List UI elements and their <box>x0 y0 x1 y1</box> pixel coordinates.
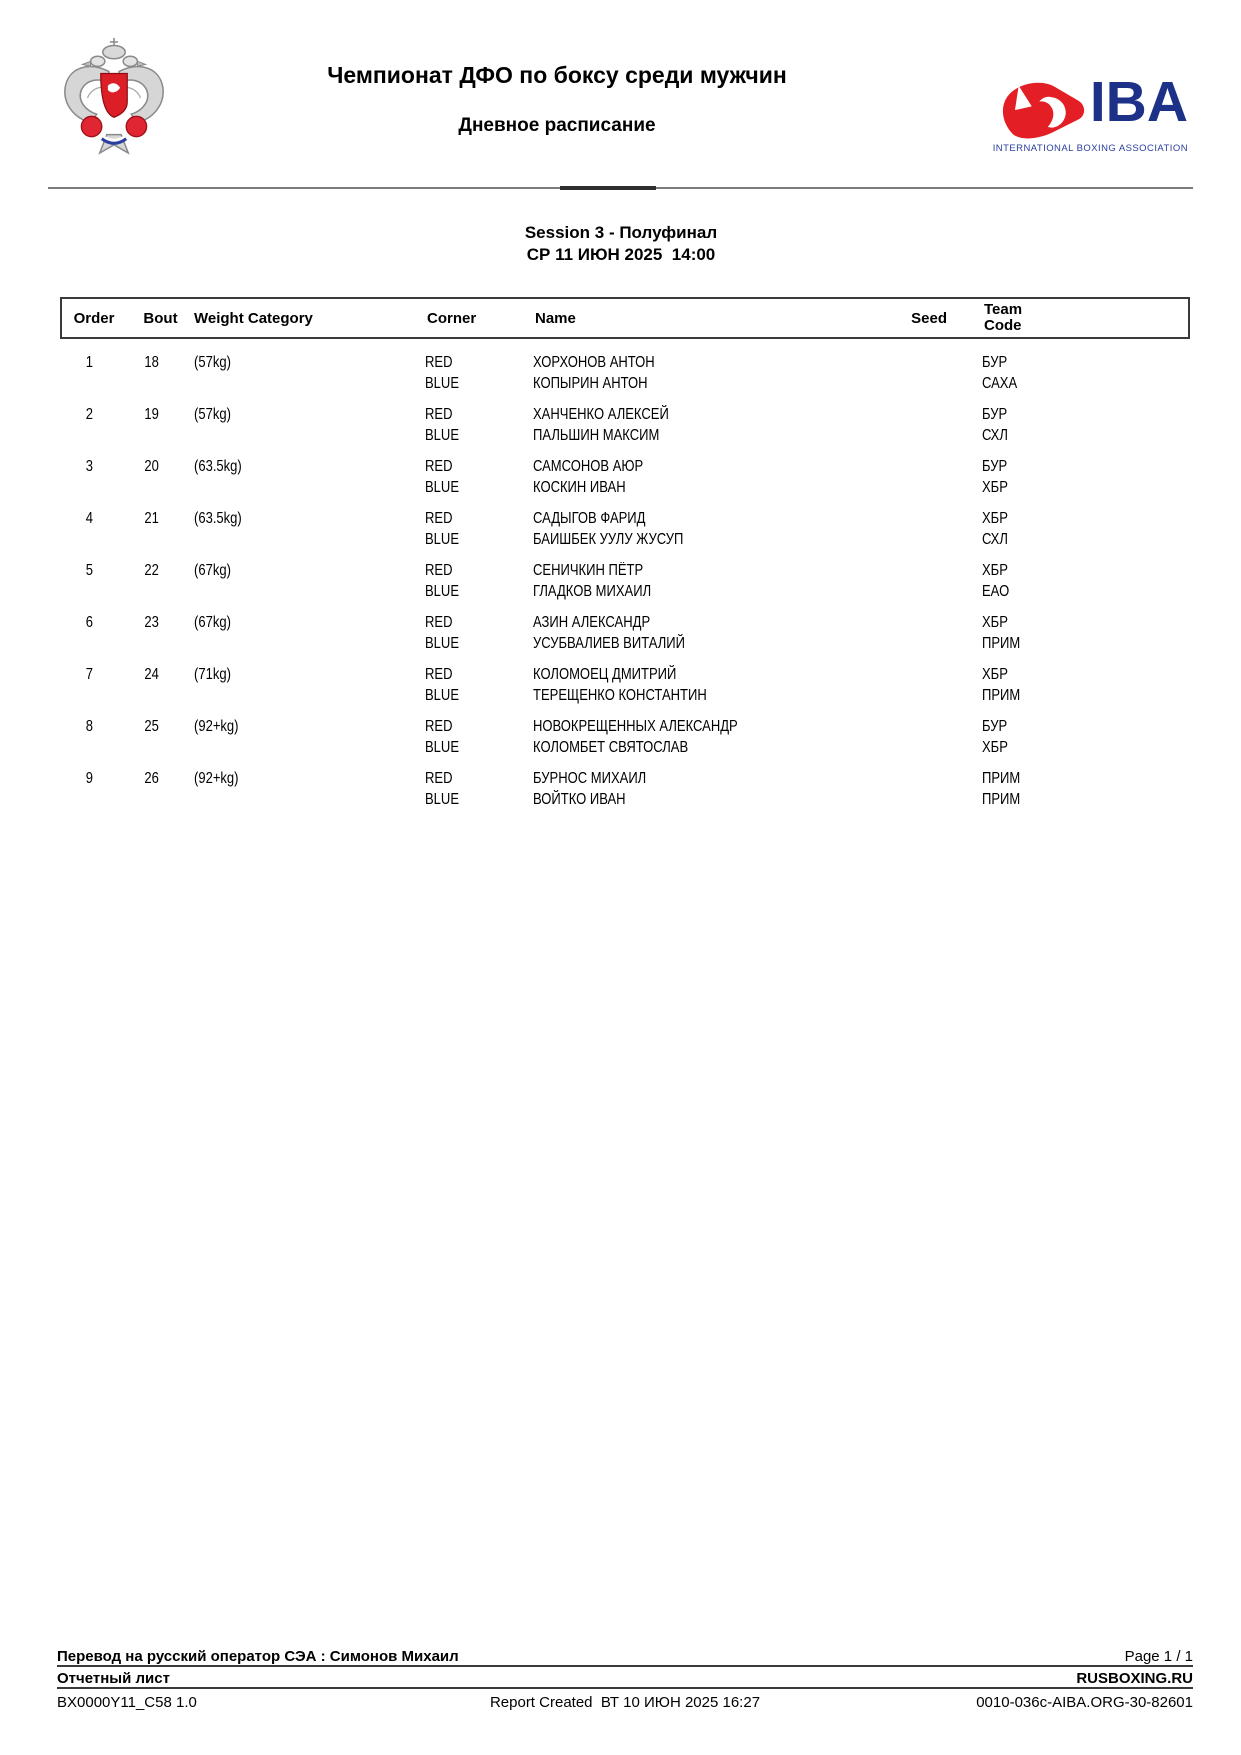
bout-number: 20 <box>144 458 160 475</box>
iba-wordmark: IBA <box>1089 70 1188 134</box>
column-header-corner: Corner <box>427 309 477 327</box>
bout-team-codes <box>975 560 1190 602</box>
bout-order: 5 <box>85 562 93 579</box>
page-footer <box>57 1645 1193 1711</box>
page-subtitle: Дневное расписание <box>458 115 656 136</box>
bout-order: 6 <box>85 614 93 631</box>
blue-seed <box>901 477 975 498</box>
website-link[interactable]: RUSBOXING.RU <box>1076 1670 1193 1687</box>
bout-number: 23 <box>144 614 160 631</box>
report-name: Отчетный лист <box>57 1670 170 1687</box>
red-seed <box>901 664 975 685</box>
blue-seed <box>901 633 975 654</box>
bout-order: 1 <box>85 354 93 371</box>
blue-corner-label: BLUE <box>425 635 460 652</box>
bout-corners <box>418 560 526 602</box>
document-code: BX0000Y11_C58 1.0 <box>57 1694 197 1711</box>
red-corner-label: RED <box>425 718 453 735</box>
bout-number: 21 <box>144 510 160 527</box>
red-corner-label: RED <box>425 510 453 527</box>
bout-team-codes <box>975 664 1190 706</box>
red-boxer-name: НОВОКРЕЩЕННЫХ АЛЕКСАНДР <box>533 718 738 735</box>
bout-number: 19 <box>144 406 160 423</box>
blue-boxer-name: КОПЫРИН АНТОН <box>533 375 648 392</box>
column-header-bout: Bout <box>143 309 178 327</box>
bout-weight-category: (63.5kg) <box>194 510 242 527</box>
bout-team-codes <box>975 716 1190 758</box>
bout-names <box>526 404 901 446</box>
bout-corners <box>418 404 526 446</box>
iba-logo <box>988 70 1188 154</box>
bout-order: 9 <box>85 770 93 787</box>
red-boxer-name: ХОРХОНОВ АНТОН <box>533 354 655 371</box>
red-team-code: ПРИМ <box>982 770 1021 787</box>
red-team-code: БУР <box>982 718 1008 735</box>
bout-weight-category: (71kg) <box>194 666 231 683</box>
bout-team-codes <box>975 612 1190 654</box>
bout-names <box>526 664 901 706</box>
red-boxer-name: БУРНОС МИХАИЛ <box>533 770 647 787</box>
bout-weight-category: (63.5kg) <box>194 458 242 475</box>
red-corner-label: RED <box>425 354 453 371</box>
red-seed <box>901 352 975 373</box>
bout-row <box>60 352 1190 394</box>
bout-row <box>60 664 1190 706</box>
red-seed <box>901 508 975 529</box>
blue-corner-label: BLUE <box>425 739 460 756</box>
bout-corners <box>418 664 526 706</box>
red-corner-label: RED <box>425 406 453 423</box>
blue-team-code: СХЛ <box>982 427 1008 444</box>
bout-team-codes <box>975 404 1190 446</box>
blue-seed <box>901 789 975 810</box>
bout-row <box>60 456 1190 498</box>
blue-seed <box>901 373 975 394</box>
bouts-body <box>60 339 1190 810</box>
bout-weight-category: (67kg) <box>194 614 231 631</box>
blue-seed <box>901 685 975 706</box>
blue-boxer-name: БАИШБЕК УУЛУ ЖУСУП <box>533 531 684 548</box>
bout-seeds <box>901 768 975 810</box>
blue-corner-label: BLUE <box>425 479 460 496</box>
column-header-seed: Seed <box>911 309 947 327</box>
bout-number: 26 <box>144 770 160 787</box>
bout-corners <box>418 508 526 550</box>
session-heading <box>56 222 1186 266</box>
blue-team-code: САХА <box>982 375 1018 392</box>
blue-team-code: ПРИМ <box>982 635 1021 652</box>
blue-boxer-name: КОЛОМБЕТ СВЯТОСЛАВ <box>533 739 689 756</box>
bout-corners <box>418 768 526 810</box>
column-header-weight-category: Weight Category <box>194 309 313 327</box>
blue-boxer-name: КОСКИН ИВАН <box>533 479 626 496</box>
red-corner-label: RED <box>425 770 453 787</box>
red-team-code: ХБР <box>982 666 1008 683</box>
red-boxer-name: САДЫГОВ ФАРИД <box>533 510 646 527</box>
bout-team-codes <box>975 768 1190 810</box>
red-boxer-name: АЗИН АЛЕКСАНДР <box>533 614 651 631</box>
header-divider-dash <box>560 186 656 190</box>
bout-seeds <box>901 508 975 550</box>
bout-seeds <box>901 612 975 654</box>
red-seed <box>901 768 975 789</box>
bout-corners <box>418 716 526 758</box>
blue-corner-label: BLUE <box>425 375 460 392</box>
blue-corner-label: BLUE <box>425 791 460 808</box>
blue-team-code: ЕАО <box>982 583 1010 600</box>
blue-team-code: ХБР <box>982 739 1008 756</box>
blue-seed <box>901 529 975 550</box>
bout-names <box>526 352 901 394</box>
blue-boxer-name: ГЛАДКОВ МИХАИЛ <box>533 583 652 600</box>
bout-number: 22 <box>144 562 160 579</box>
page-title: Чемпионат ДФО по боксу среди мужчин <box>327 62 787 88</box>
red-corner-label: RED <box>425 666 453 683</box>
red-seed <box>901 716 975 737</box>
bout-corners <box>418 456 526 498</box>
bout-names <box>526 508 901 550</box>
bout-order: 8 <box>85 718 93 735</box>
bout-row <box>60 404 1190 446</box>
red-seed <box>901 456 975 477</box>
blue-boxer-name: УСУБВАЛИЕВ ВИТАЛИЙ <box>533 635 685 652</box>
blue-seed <box>901 737 975 758</box>
blue-corner-label: BLUE <box>425 583 460 600</box>
column-header-order: Order <box>73 309 115 327</box>
bout-row <box>60 612 1190 654</box>
translator-label: Перевод на русский оператор СЭА : Симонов Михаил <box>57 1648 459 1665</box>
footer-line-meta <box>57 1689 1193 1711</box>
document-header <box>178 60 936 137</box>
bout-number: 18 <box>144 354 160 371</box>
bout-number: 25 <box>144 718 160 735</box>
column-header-team-code: Team Code <box>984 301 1023 334</box>
bout-names <box>526 456 901 498</box>
bout-names <box>526 768 901 810</box>
blue-team-code: ПРИМ <box>982 687 1021 704</box>
red-team-code: ХБР <box>982 614 1008 631</box>
report-created-timestamp: Report Created ВТ 10 ИЮН 2025 16:27 <box>489 1694 761 1711</box>
bout-number: 24 <box>144 666 160 683</box>
bout-row <box>60 508 1190 550</box>
red-boxer-name: САМСОНОВ АЮР <box>533 458 644 475</box>
footer-line-report <box>57 1667 1193 1689</box>
bout-row <box>60 716 1190 758</box>
blue-team-code: СХЛ <box>982 531 1008 548</box>
table-header-row <box>60 297 1190 339</box>
blue-boxer-name: ПАЛЬШИН МАКСИМ <box>533 427 660 444</box>
bout-names <box>526 612 901 654</box>
blue-corner-label: BLUE <box>425 531 460 548</box>
bout-names <box>526 716 901 758</box>
bout-team-codes <box>975 352 1190 394</box>
bout-seeds <box>901 716 975 758</box>
bout-seeds <box>901 404 975 446</box>
iba-glove-icon <box>1000 82 1086 140</box>
red-team-code: ХБР <box>982 510 1008 527</box>
blue-seed <box>901 425 975 446</box>
bout-seeds <box>901 560 975 602</box>
bout-seeds <box>901 352 975 394</box>
blue-team-code: ХБР <box>982 479 1008 496</box>
red-corner-label: RED <box>425 458 453 475</box>
bout-weight-category: (67kg) <box>194 562 231 579</box>
bout-row <box>60 768 1190 810</box>
bout-order: 4 <box>85 510 93 527</box>
bout-weight-category: (57kg) <box>194 354 231 371</box>
bout-order: 7 <box>85 666 93 683</box>
bout-row <box>60 560 1190 602</box>
blue-corner-label: BLUE <box>425 427 460 444</box>
bout-team-codes <box>975 456 1190 498</box>
red-seed <box>901 612 975 633</box>
bout-order: 3 <box>85 458 93 475</box>
boxing-federation-emblem-icon <box>60 36 168 162</box>
red-corner-label: RED <box>425 562 453 579</box>
red-team-code: БУР <box>982 406 1008 423</box>
session-title: Session 3 - Полуфинал <box>524 223 718 242</box>
iba-tagline: INTERNATIONAL BOXING ASSOCIATION <box>992 143 1188 154</box>
blue-boxer-name: ВОЙТКО ИВАН <box>533 791 626 808</box>
bout-corners <box>418 352 526 394</box>
blue-corner-label: BLUE <box>425 687 460 704</box>
blue-boxer-name: ТЕРЕЩЕНКО КОНСТАНТИН <box>533 687 707 704</box>
red-boxer-name: ХАНЧЕНКО АЛЕКСЕЙ <box>533 406 669 423</box>
red-seed <box>901 404 975 425</box>
bout-names <box>526 560 901 602</box>
footer-line-translator <box>57 1645 1193 1667</box>
red-boxer-name: СЕНИЧКИН ПЁТР <box>533 562 644 579</box>
bout-order: 2 <box>85 406 93 423</box>
red-team-code: ХБР <box>982 562 1008 579</box>
column-header-name: Name <box>535 309 576 327</box>
reference-code: 0010-036c-AIBA.ORG-30-82601 <box>976 1694 1193 1711</box>
red-corner-label: RED <box>425 614 453 631</box>
red-team-code: БУР <box>982 458 1008 475</box>
bout-seeds <box>901 456 975 498</box>
blue-seed <box>901 581 975 602</box>
bout-weight-category: (57kg) <box>194 406 231 423</box>
bout-seeds <box>901 664 975 706</box>
bout-weight-category: (92+kg) <box>194 770 239 787</box>
blue-team-code: ПРИМ <box>982 791 1021 808</box>
session-datetime: СР 11 ИЮН 2025 14:00 <box>526 245 716 264</box>
red-boxer-name: КОЛОМОЕЦ ДМИТРИЙ <box>533 666 677 683</box>
bout-corners <box>418 612 526 654</box>
page-number: Page 1 / 1 <box>1124 1648 1193 1665</box>
schedule-table <box>60 297 1190 820</box>
bout-weight-category: (92+kg) <box>194 718 239 735</box>
red-team-code: БУР <box>982 354 1008 371</box>
bout-team-codes <box>975 508 1190 550</box>
red-seed <box>901 560 975 581</box>
